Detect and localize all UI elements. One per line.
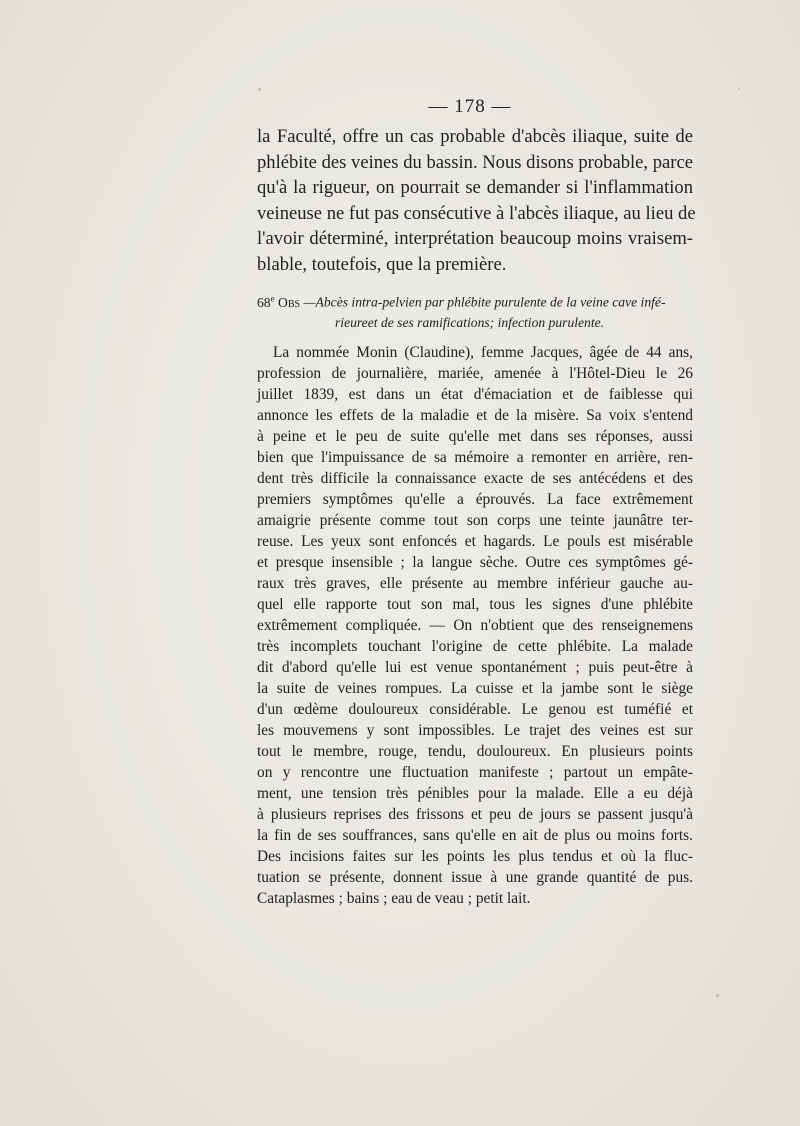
text-line: qu'à la rigueur, on pourrait se demander si l'inflammation [257,177,693,199]
observation-title-line1: —Abcès intra-pelvien par phlébite purulente de la veine cave infé- [303,294,666,310]
text-line: d'un œdème douloureux considérable. Le genou est tuméfié et [257,701,693,718]
text-line: on y rencontre une fluctuation manifeste ; partout un empâte- [257,764,693,781]
text-line: Des incisions faites sur les points les plus tendus et où la fluc- [257,848,693,865]
text-line: bien que l'impuissance de sa mémoire a remonter en arrière, ren- [257,449,693,466]
text-line: à peine et le peu de suite qu'elle met dans ses réponses, aussi [257,428,693,445]
text-line: dent très difficile la connaissance exacte de ses antécédens et des [257,470,693,487]
paper-speck [738,88,740,90]
text-line: quel elle rapporte tout son mal, tous les signes d'une phlébite [257,596,693,613]
text-line: amaigrie présente comme tout son corps une teinte jaunâtre ter- [257,512,693,529]
text-line: phlébite des veines du bassin. Nous disons probable, parce [257,151,693,173]
text-line: profession de journalière, mariée, amenée à l'Hôtel-Dieu le 26 [257,365,693,382]
page-number: — 178 — [428,96,512,117]
text-line: tuation se présente, donnent issue à une grande quantité de pus. [257,869,693,886]
text-line: reuse. Les yeux sont enfoncés et hagards. Le pouls est misérable [257,533,693,550]
text-line: raux très graves, elle présente au membre inférieur gauche au- [257,575,693,592]
observation-title-line2: rieureet de ses ramifications; infection purulente. [335,314,605,330]
text-line: premiers symptômes qu'elle a éprouvés. La face extrêmement [257,491,693,508]
text-line: veineuse ne fut pas consécutive à l'abcès iliaque, au lieu de [257,202,696,224]
text-line: ment, une tension très pénibles pour la malade. Elle a eu déjà [257,785,693,802]
observation-label: Obs [278,294,301,310]
case-report [257,342,693,909]
text-line: et presque insensible ; la langue sèche. Outre ces symptômes gé- [257,554,693,571]
observation-number-suffix: e [270,293,275,303]
paper-speck [716,994,719,997]
paper-speck [258,88,261,91]
text-line: les mouvemens y sont impossibles. Le trajet des veines est sur [257,722,693,739]
text-line: la suite de veines rompues. La cuisse et la jambe sont le siège [257,680,693,697]
text-line: La nommée Monin (Claudine), femme Jacques, âgée de 44 ans, [273,344,693,361]
observation-number: 68 [257,294,271,310]
text-line: blable, toutefois, que la première. [257,253,507,275]
continued-paragraph [257,124,696,278]
text-line: la Faculté, offre un cas probable d'abcès iliaque, suite de [257,126,693,147]
text-line: dit d'abord qu'elle lui est venue spontanément ; puis peut-être à [257,659,693,676]
text-line: la fin de ses souffrances, sans qu'elle en ait de plus ou moins forts. [257,827,693,844]
text-line: tout le membre, rouge, tendu, douloureux. En plusieurs points [257,743,693,760]
text-line: très incomplets touchant l'origine de cette phlébite. La malade [257,638,693,655]
text-line: Cataplasmes ; bains ; eau de veau ; petit lait. [257,890,531,907]
observation-heading [257,288,693,333]
text-line: annonce les effets de la maladie et de la misère. Sa voix s'entend [257,407,693,424]
text-line: juillet 1839, est dans un état d'émaciation et de faiblesse qui [257,386,693,403]
text-line: extrêmement compliquée. — On n'obtient que des renseignemens [257,617,693,634]
text-line: à plusieurs reprises des frissons et peu de jours se passent jusqu'à [257,806,693,823]
text-line: l'avoir déterminé, interprétation beaucoup moins vraisem- [257,228,693,250]
